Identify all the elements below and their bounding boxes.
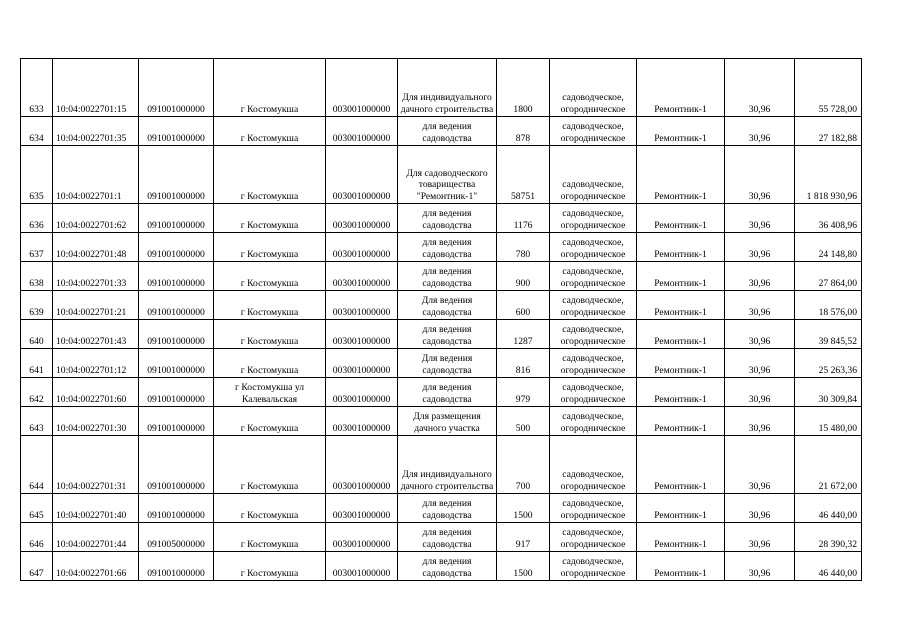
cell-oktmo-code: 003001000000 bbox=[326, 262, 398, 291]
cell-number: 633 bbox=[21, 59, 53, 117]
cell-cadastral-number: 10:04:0022701:62 bbox=[53, 204, 139, 233]
cell-purpose: для ведения садоводства bbox=[398, 552, 497, 581]
cell-oktmo-code: 003001000000 bbox=[326, 494, 398, 523]
cell-oktmo-code: 003001000000 bbox=[326, 552, 398, 581]
cell-cadastral-value: 46 440,00 bbox=[795, 552, 862, 581]
cell-rate: 30,96 bbox=[725, 233, 795, 262]
cell-area: 1500 bbox=[497, 552, 550, 581]
cell-number: 640 bbox=[21, 320, 53, 349]
cell-area: 58751 bbox=[497, 146, 550, 204]
cell-cadastral-value: 39 845,52 bbox=[795, 320, 862, 349]
cell-oktmo-code: 003001000000 bbox=[326, 117, 398, 146]
cell-rate: 30,96 bbox=[725, 117, 795, 146]
cell-cadastral-value: 21 672,00 bbox=[795, 436, 862, 494]
cell-area: 900 bbox=[497, 262, 550, 291]
cell-locality: г Костомукша bbox=[214, 523, 326, 552]
cell-okato-code: 091001000000 bbox=[139, 146, 214, 204]
cell-rate: 30,96 bbox=[725, 378, 795, 407]
cell-partnership: Ремонтник-1 bbox=[637, 552, 725, 581]
cell-cadastral-number: 10:04:0022701:60 bbox=[53, 378, 139, 407]
cell-cadastral-value: 1 818 930,96 bbox=[795, 146, 862, 204]
cell-okato-code: 091001000000 bbox=[139, 59, 214, 117]
cell-partnership: Ремонтник-1 bbox=[637, 262, 725, 291]
cell-area: 1500 bbox=[497, 494, 550, 523]
cell-okato-code: 091001000000 bbox=[139, 291, 214, 320]
cell-number: 637 bbox=[21, 233, 53, 262]
cell-category: садоводческое, огородническое bbox=[550, 378, 637, 407]
cell-cadastral-number: 10:04:0022701:40 bbox=[53, 494, 139, 523]
cell-partnership: Ремонтник-1 bbox=[637, 320, 725, 349]
table-row bbox=[21, 552, 862, 581]
cell-okato-code: 091001000000 bbox=[139, 117, 214, 146]
cell-area: 780 bbox=[497, 233, 550, 262]
cell-category: садоводческое, огородническое bbox=[550, 233, 637, 262]
cell-okato-code: 091001000000 bbox=[139, 378, 214, 407]
cell-cadastral-number: 10:04:0022701:1 bbox=[53, 146, 139, 204]
cell-cadastral-number: 10:04:0022701:43 bbox=[53, 320, 139, 349]
cell-category: садоводческое, огородническое bbox=[550, 117, 637, 146]
cell-locality: г Костомукша bbox=[214, 494, 326, 523]
cell-oktmo-code: 003001000000 bbox=[326, 378, 398, 407]
table-row bbox=[21, 436, 862, 494]
cell-okato-code: 091001000000 bbox=[139, 494, 214, 523]
cell-cadastral-number: 10:04:0022701:35 bbox=[53, 117, 139, 146]
cell-locality: г Костомукша bbox=[214, 233, 326, 262]
cell-partnership: Ремонтник-1 bbox=[637, 204, 725, 233]
cell-locality: г Костомукша ул Калевальская bbox=[214, 378, 326, 407]
cell-purpose: Для размещения дачного участка bbox=[398, 407, 497, 436]
cell-cadastral-number: 10:04:0022701:12 bbox=[53, 349, 139, 378]
cell-partnership: Ремонтник-1 bbox=[637, 59, 725, 117]
cell-cadastral-number: 10:04:0022701:15 bbox=[53, 59, 139, 117]
cell-purpose: для ведения садоводства bbox=[398, 262, 497, 291]
table-row bbox=[21, 523, 862, 552]
cell-number: 635 bbox=[21, 146, 53, 204]
cell-locality: г Костомукша bbox=[214, 117, 326, 146]
cell-rate: 30,96 bbox=[725, 407, 795, 436]
cell-rate: 30,96 bbox=[725, 349, 795, 378]
cell-cadastral-value: 30 309,84 bbox=[795, 378, 862, 407]
cell-area: 878 bbox=[497, 117, 550, 146]
cell-cadastral-value: 46 440,00 bbox=[795, 494, 862, 523]
cell-category: садоводческое, огородническое bbox=[550, 349, 637, 378]
cell-oktmo-code: 003001000000 bbox=[326, 233, 398, 262]
cell-okato-code: 091001000000 bbox=[139, 436, 214, 494]
table-row bbox=[21, 233, 862, 262]
cell-rate: 30,96 bbox=[725, 552, 795, 581]
cell-okato-code: 091001000000 bbox=[139, 204, 214, 233]
cell-oktmo-code: 003001000000 bbox=[326, 146, 398, 204]
cell-cadastral-value: 27 864,00 bbox=[795, 262, 862, 291]
cell-cadastral-number: 10:04:0022701:44 bbox=[53, 523, 139, 552]
cell-purpose: Для индивидуального дачного строительства bbox=[398, 59, 497, 117]
cell-purpose: для ведения садоводства bbox=[398, 117, 497, 146]
cell-area: 1800 bbox=[497, 59, 550, 117]
cell-area: 500 bbox=[497, 407, 550, 436]
cell-okato-code: 091001000000 bbox=[139, 407, 214, 436]
cell-cadastral-value: 55 728,00 bbox=[795, 59, 862, 117]
cell-locality: г Костомукша bbox=[214, 349, 326, 378]
cell-oktmo-code: 003001000000 bbox=[326, 291, 398, 320]
cell-cadastral-number: 10:04:0022701:33 bbox=[53, 262, 139, 291]
cell-okato-code: 091001000000 bbox=[139, 233, 214, 262]
cell-oktmo-code: 003001000000 bbox=[326, 59, 398, 117]
cell-cadastral-value: 15 480,00 bbox=[795, 407, 862, 436]
cell-area: 816 bbox=[497, 349, 550, 378]
cell-rate: 30,96 bbox=[725, 291, 795, 320]
table-row bbox=[21, 407, 862, 436]
cell-cadastral-number: 10:04:0022701:66 bbox=[53, 552, 139, 581]
cell-rate: 30,96 bbox=[725, 59, 795, 117]
cell-purpose: для ведения садоводства bbox=[398, 320, 497, 349]
cell-category: садоводческое, огородническое bbox=[550, 204, 637, 233]
cell-locality: г Костомукша bbox=[214, 436, 326, 494]
cell-okato-code: 091005000000 bbox=[139, 523, 214, 552]
cell-rate: 30,96 bbox=[725, 320, 795, 349]
cell-number: 646 bbox=[21, 523, 53, 552]
cell-category: садоводческое, огородническое bbox=[550, 146, 637, 204]
cell-area: 917 bbox=[497, 523, 550, 552]
cell-cadastral-value: 24 148,80 bbox=[795, 233, 862, 262]
cell-area: 1287 bbox=[497, 320, 550, 349]
cell-cadastral-number: 10:04:0022701:31 bbox=[53, 436, 139, 494]
table-body bbox=[21, 59, 862, 581]
cell-partnership: Ремонтник-1 bbox=[637, 407, 725, 436]
table-row bbox=[21, 146, 862, 204]
cell-partnership: Ремонтник-1 bbox=[637, 117, 725, 146]
cell-purpose: для ведения садоводства bbox=[398, 378, 497, 407]
cell-okato-code: 091001000000 bbox=[139, 320, 214, 349]
land-plots-table bbox=[20, 58, 862, 581]
cell-category: садоводческое, огородническое bbox=[550, 407, 637, 436]
cell-cadastral-value: 18 576,00 bbox=[795, 291, 862, 320]
cell-oktmo-code: 003001000000 bbox=[326, 436, 398, 494]
cell-oktmo-code: 003001000000 bbox=[326, 523, 398, 552]
cell-purpose: для ведения садоводства bbox=[398, 523, 497, 552]
cell-number: 639 bbox=[21, 291, 53, 320]
cell-partnership: Ремонтник-1 bbox=[637, 146, 725, 204]
cell-oktmo-code: 003001000000 bbox=[326, 349, 398, 378]
cell-partnership: Ремонтник-1 bbox=[637, 349, 725, 378]
cell-category: садоводческое, огородническое bbox=[550, 59, 637, 117]
cell-locality: г Костомукша bbox=[214, 320, 326, 349]
cell-rate: 30,96 bbox=[725, 204, 795, 233]
cell-number: 638 bbox=[21, 262, 53, 291]
cell-okato-code: 091001000000 bbox=[139, 552, 214, 581]
cell-purpose: для ведения садоводства bbox=[398, 494, 497, 523]
cell-category: садоводческое, огородническое bbox=[550, 291, 637, 320]
cell-area: 600 bbox=[497, 291, 550, 320]
cell-purpose: для ведения садоводства bbox=[398, 204, 497, 233]
cell-locality: г Костомукша bbox=[214, 552, 326, 581]
table-row bbox=[21, 204, 862, 233]
cell-category: садоводческое, огородническое bbox=[550, 262, 637, 291]
cell-locality: г Костомукша bbox=[214, 262, 326, 291]
cell-number: 642 bbox=[21, 378, 53, 407]
cell-number: 645 bbox=[21, 494, 53, 523]
cell-locality: г Костомукша bbox=[214, 59, 326, 117]
cell-okato-code: 091001000000 bbox=[139, 262, 214, 291]
cell-area: 1176 bbox=[497, 204, 550, 233]
table-row bbox=[21, 378, 862, 407]
cell-purpose: Для садоводческого товарищества "Ремонтник-1" bbox=[398, 146, 497, 204]
cell-number: 634 bbox=[21, 117, 53, 146]
cell-oktmo-code: 003001000000 bbox=[326, 320, 398, 349]
cell-number: 636 bbox=[21, 204, 53, 233]
cell-area: 700 bbox=[497, 436, 550, 494]
cell-locality: г Костомукша bbox=[214, 204, 326, 233]
cell-partnership: Ремонтник-1 bbox=[637, 494, 725, 523]
cell-purpose: Для индивидуального дачного строительства bbox=[398, 436, 497, 494]
cell-partnership: Ремонтник-1 bbox=[637, 291, 725, 320]
table-row bbox=[21, 117, 862, 146]
cell-cadastral-value: 27 182,88 bbox=[795, 117, 862, 146]
cell-rate: 30,96 bbox=[725, 436, 795, 494]
cell-cadastral-number: 10:04:0022701:30 bbox=[53, 407, 139, 436]
cell-rate: 30,96 bbox=[725, 523, 795, 552]
cell-cadastral-number: 10:04:0022701:21 bbox=[53, 291, 139, 320]
cell-oktmo-code: 003001000000 bbox=[326, 204, 398, 233]
cell-cadastral-number: 10:04:0022701:48 bbox=[53, 233, 139, 262]
cell-cadastral-value: 36 408,96 bbox=[795, 204, 862, 233]
cell-rate: 30,96 bbox=[725, 494, 795, 523]
cell-cadastral-value: 25 263,36 bbox=[795, 349, 862, 378]
cell-partnership: Ремонтник-1 bbox=[637, 233, 725, 262]
cell-partnership: Ремонтник-1 bbox=[637, 378, 725, 407]
table-row bbox=[21, 262, 862, 291]
cell-category: садоводческое, огородническое bbox=[550, 320, 637, 349]
cell-purpose: Для ведения садоводства bbox=[398, 349, 497, 378]
cell-area: 979 bbox=[497, 378, 550, 407]
cell-cadastral-value: 28 390,32 bbox=[795, 523, 862, 552]
cell-number: 641 bbox=[21, 349, 53, 378]
cell-oktmo-code: 003001000000 bbox=[326, 407, 398, 436]
cell-partnership: Ремонтник-1 bbox=[637, 523, 725, 552]
cell-category: садоводческое, огородническое bbox=[550, 494, 637, 523]
cell-locality: г Костомукша bbox=[214, 291, 326, 320]
table-row bbox=[21, 349, 862, 378]
cell-locality: г Костомукша bbox=[214, 407, 326, 436]
cell-purpose: Для ведения садоводства bbox=[398, 291, 497, 320]
cell-partnership: Ремонтник-1 bbox=[637, 436, 725, 494]
table-row bbox=[21, 320, 862, 349]
cell-number: 644 bbox=[21, 436, 53, 494]
cell-rate: 30,96 bbox=[725, 146, 795, 204]
cell-okato-code: 091001000000 bbox=[139, 349, 214, 378]
cell-category: садоводческое, огородническое bbox=[550, 436, 637, 494]
cell-number: 643 bbox=[21, 407, 53, 436]
cell-purpose: для ведения садоводства bbox=[398, 233, 497, 262]
table-row bbox=[21, 59, 862, 117]
cell-category: садоводческое, огородническое bbox=[550, 552, 637, 581]
table-row bbox=[21, 494, 862, 523]
cell-locality: г Костомукша bbox=[214, 146, 326, 204]
cell-category: садоводческое, огородническое bbox=[550, 523, 637, 552]
table-row bbox=[21, 291, 862, 320]
cell-rate: 30,96 bbox=[725, 262, 795, 291]
cell-number: 647 bbox=[21, 552, 53, 581]
